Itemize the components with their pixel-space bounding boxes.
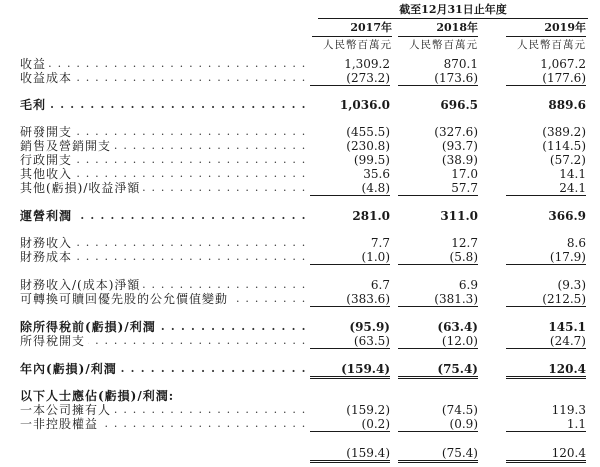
value-cell-2018: 870.1 <box>443 57 478 71</box>
value-cell-2019: 889.6 <box>548 98 586 112</box>
row-label <box>20 98 310 112</box>
row-label <box>20 320 310 334</box>
value-cell-2018: (327.6) <box>434 125 478 139</box>
value-cell-2018: (5.8) <box>398 250 478 265</box>
value-cell-2019: 1,067.2 <box>540 57 586 71</box>
value-cell-2017: (63.5) <box>310 334 390 349</box>
value-cell-2018: 311.0 <box>440 209 478 223</box>
value-cell-2019: (177.6) <box>506 71 586 86</box>
row-label <box>20 153 310 167</box>
value-cell-2017: 1,309.2 <box>344 57 390 71</box>
statement-row <box>0 181 600 195</box>
value-cell-2019: (9.3) <box>557 278 586 292</box>
value-cell-2017: 1,036.0 <box>339 98 390 112</box>
statement-row <box>0 362 600 376</box>
statement-row <box>0 98 600 112</box>
row-label-text: 除所得稅前(虧損)/利潤 <box>20 320 159 334</box>
value-cell-2017: (159.4) <box>310 362 390 379</box>
row-label <box>20 125 310 139</box>
row-label <box>20 389 310 403</box>
row-label-text: 行政開支 <box>20 153 75 167</box>
row-label <box>20 403 310 417</box>
value-cell-2018: (74.5) <box>441 403 478 417</box>
row-label-text: 一本公司擁有人 <box>20 403 114 417</box>
row-label-text: 收益成本 <box>20 71 75 85</box>
value-cell-2017: (0.2) <box>310 417 390 432</box>
statement-row <box>0 320 600 334</box>
value-cell-2018: 12.7 <box>451 236 478 250</box>
statement-row <box>0 334 600 348</box>
row-label-text <box>20 446 23 460</box>
value-cell-2019: (212.5) <box>506 292 586 307</box>
row-label-text: 研發開支 <box>20 125 75 139</box>
unit-header-2018: 人民幣百萬元 <box>409 39 478 51</box>
row-label <box>20 334 310 348</box>
value-cell-2017: (230.8) <box>346 139 390 153</box>
value-cell-2017: (95.9) <box>349 320 390 334</box>
value-cell-2019: 119.3 <box>551 403 586 417</box>
value-cell-2017: 6.7 <box>370 278 390 292</box>
value-cell-2019: 1.1 <box>506 417 586 432</box>
value-cell-2018: (12.0) <box>398 334 478 349</box>
statement-row <box>0 292 600 306</box>
row-label <box>20 209 310 223</box>
value-cell-2017: 281.0 <box>352 209 390 223</box>
value-cell-2019: 145.1 <box>548 320 586 334</box>
unit-header-2017: 人民幣百萬元 <box>323 39 392 51</box>
row-label <box>20 139 310 153</box>
row-label <box>20 57 310 71</box>
value-cell-2019: (24.7) <box>506 334 586 349</box>
value-cell-2017: (159.2) <box>346 403 390 417</box>
row-label-text: 所得稅開支 <box>20 334 88 348</box>
value-cell-2018: 17.0 <box>451 167 478 181</box>
value-cell-2018: 6.9 <box>458 278 478 292</box>
row-label <box>20 236 310 250</box>
row-label-text: 可轉換可贖回優先股的公允價值變動 <box>20 292 231 306</box>
value-cell-2019: (114.5) <box>542 139 586 153</box>
value-cell-2017: (383.6) <box>310 292 390 307</box>
row-label <box>20 292 310 306</box>
statement-row <box>0 403 600 417</box>
value-cell-2017: (455.5) <box>346 125 390 139</box>
value-cell-2019: 120.4 <box>506 362 586 379</box>
value-cell-2018: (93.7) <box>441 139 478 153</box>
statement-row <box>0 71 600 85</box>
row-label <box>20 446 310 460</box>
statement-row <box>0 250 600 264</box>
value-cell-2017: 7.7 <box>370 236 390 250</box>
statement-row <box>0 446 600 460</box>
value-cell-2017: (99.5) <box>353 153 390 167</box>
row-label-text: 財務收入/(成本)淨額 <box>20 278 143 292</box>
statement-row <box>0 417 600 431</box>
statement-row <box>0 153 600 167</box>
row-label-text: 銷售及營銷開支 <box>20 139 114 153</box>
statement-row <box>0 125 600 139</box>
value-cell-2017: (1.0) <box>310 250 390 265</box>
row-label-text: 毛利 <box>20 98 49 112</box>
row-label <box>20 362 310 376</box>
row-label <box>20 278 310 292</box>
value-cell-2017: 35.6 <box>363 167 390 181</box>
value-cell-2017: (159.4) <box>310 446 390 463</box>
value-cell-2017: (4.8) <box>310 181 390 196</box>
row-label <box>20 167 310 181</box>
statement-row <box>0 389 600 403</box>
statement-row <box>0 167 600 181</box>
row-label <box>20 181 310 195</box>
statement-row <box>0 236 600 250</box>
value-cell-2019: 8.6 <box>566 236 586 250</box>
row-label-text: 一非控股權益 <box>20 417 101 431</box>
row-label-text: 以下人士應佔(虧損)/利潤: <box>20 389 177 403</box>
statement-row <box>0 57 600 71</box>
value-cell-2018: (75.4) <box>398 362 478 379</box>
row-label <box>20 417 310 431</box>
row-label-text: 年內(虧損)/利潤 <box>20 362 120 376</box>
unit-header-2019: 人民幣百萬元 <box>517 39 586 51</box>
value-cell-2018: (0.9) <box>398 417 478 432</box>
year-header-2018: 2018年 <box>398 21 478 37</box>
value-cell-2018: 696.5 <box>440 98 478 112</box>
row-label-text: 運營利潤 <box>20 209 75 223</box>
statement-row <box>0 209 600 223</box>
row-label-text: 收益 <box>20 57 49 71</box>
row-label-text: 其他(虧損)/收益淨額 <box>20 181 143 195</box>
value-cell-2018: (63.4) <box>437 320 478 334</box>
value-cell-2019: 24.1 <box>506 181 586 196</box>
value-cell-2019: 14.1 <box>559 167 586 181</box>
row-label-text: 財務成本 <box>20 250 75 264</box>
value-cell-2018: (381.3) <box>398 292 478 307</box>
value-cell-2019: (57.2) <box>549 153 586 167</box>
value-cell-2019: 120.4 <box>506 446 586 463</box>
value-cell-2018: (173.6) <box>398 71 478 86</box>
value-cell-2018: (38.9) <box>441 153 478 167</box>
year-header-2017: 2017年 <box>312 21 392 37</box>
row-label-text: 其他收入 <box>20 167 75 181</box>
value-cell-2019: 366.9 <box>548 209 586 223</box>
year-header-2019: 2019年 <box>506 21 586 37</box>
row-label <box>20 71 310 85</box>
row-label <box>20 250 310 264</box>
value-cell-2017: (273.2) <box>310 71 390 86</box>
value-cell-2018: 57.7 <box>398 181 478 196</box>
statement-row <box>0 139 600 153</box>
value-cell-2018: (75.4) <box>398 446 478 463</box>
value-cell-2019: (389.2) <box>542 125 586 139</box>
value-cell-2019: (17.9) <box>506 250 586 265</box>
period-header: 截至12月31日止年度 <box>318 3 588 19</box>
statement-row <box>0 278 600 292</box>
row-label-text: 財務收入 <box>20 236 75 250</box>
